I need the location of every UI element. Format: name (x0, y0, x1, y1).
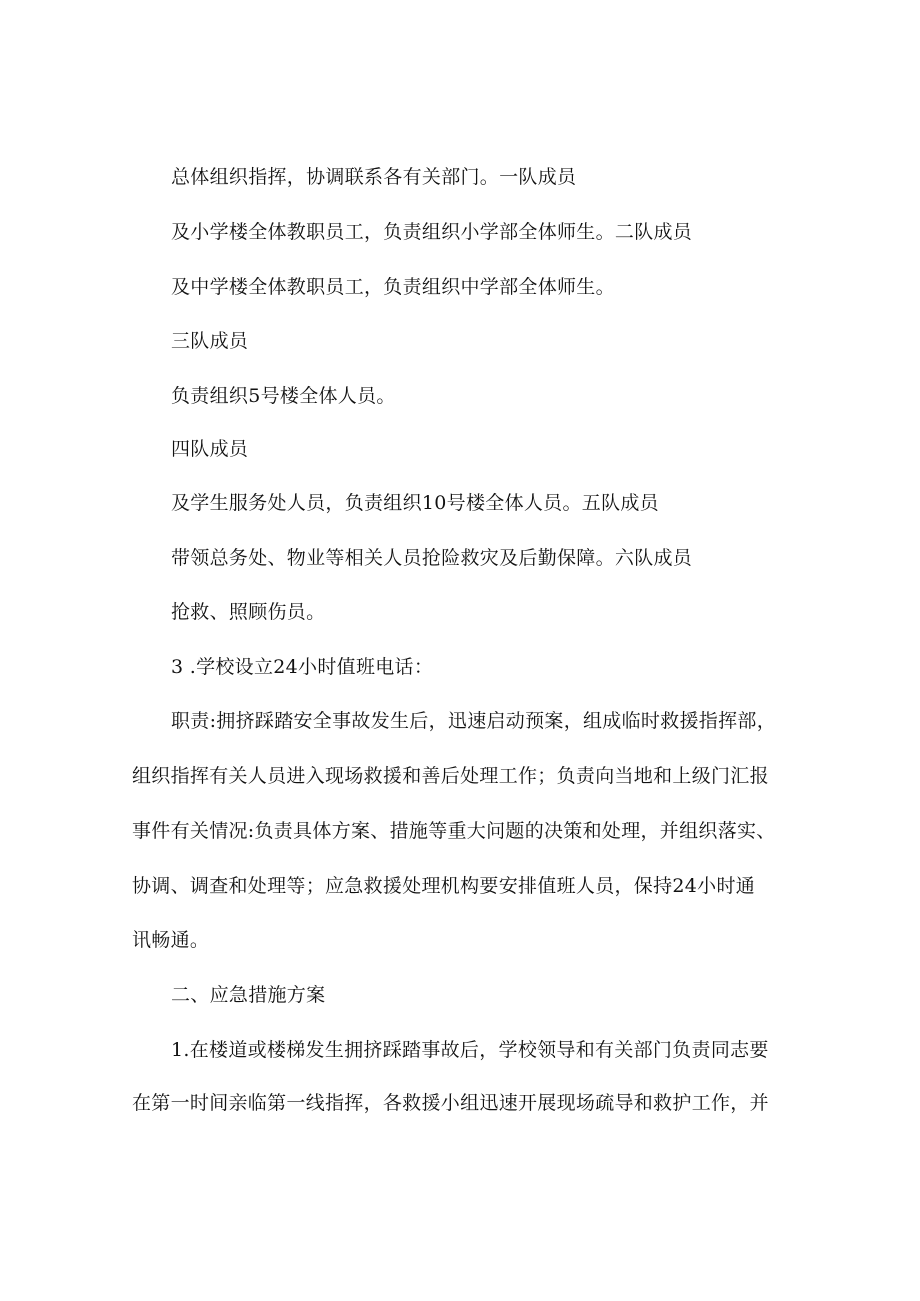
text-line: 协调、调查和处理等；应急救援处理机构要安排值班人员，保持24小时通 (132, 875, 756, 897)
text-line: 带领总务处、物业等相关人员抢险救灾及后勤保障。六队成员 (171, 547, 693, 569)
text-line: 事件有关情况:负责具体方案、措施等重大问题的决策和处理，并组织落实、 (132, 820, 776, 842)
text-line: 四队成员 (171, 438, 249, 460)
text-line: 组织指挥有关人员进入现场救援和善后处理工作；负责向当地和上级门汇报 (132, 765, 769, 787)
text-line: 负责组织5号楼全体人员。 (171, 385, 396, 407)
text-line: 职责:拥挤踩踏安全事故发生后，迅速启动预案，组成临时救援指挥部， (171, 710, 777, 732)
section-heading: 二、应急措施方案 (171, 984, 326, 1006)
text-line: 及学生服务处人员，负责组织10号楼全体人员。五队成员 (171, 492, 659, 514)
text-line: 三队成员 (171, 330, 249, 352)
text-line: 及中学楼全体教职员工，负责组织中学部全体师生。 (171, 276, 615, 298)
text-line: 抢救、照顾伤员。 (171, 601, 326, 623)
text-line: 及小学楼全体教职员工，负责组织小学部全体师生。二队成员 (171, 221, 693, 243)
text-line: 在第一时间亲临第一线指挥，各救援小组迅速开展现场疏导和救护工作，并 (132, 1092, 769, 1114)
text-line: 总体组织指挥，协调联系各有关部门。一队成员 (171, 166, 577, 188)
text-line: 1.在楼道或楼梯发生拥挤踩踏事故后，学校领导和有关部门负责同志要 (171, 1039, 769, 1061)
text-line: 3 .学校设立24小时值班电话： (171, 656, 434, 678)
text-line: 讯畅通。 (132, 929, 210, 951)
